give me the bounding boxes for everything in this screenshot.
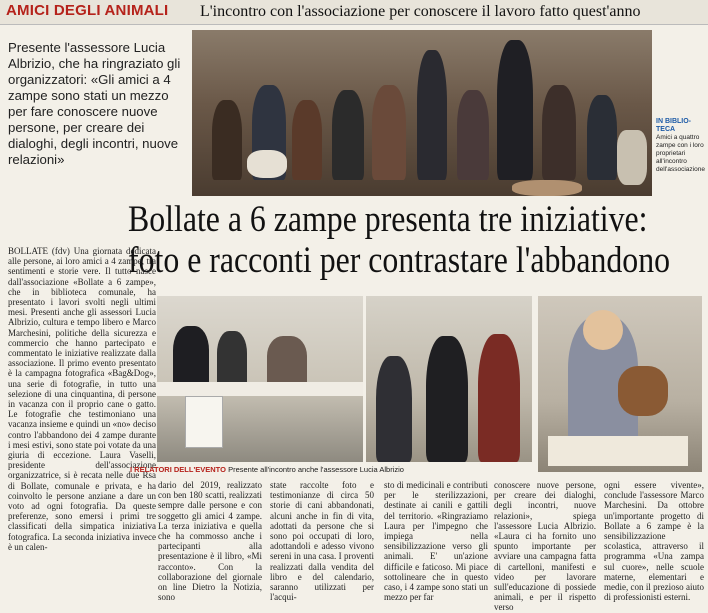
photo-caption-bar	[128, 463, 404, 477]
article-column-1: BOLLATE (fdv) Una giornata dedicata alle persone, ai loro amici a 4 zampe, tra sentimenti e storie vere. Il tutto nasce dall'associazione «Bollate a 6 zampe», che in biblioteca comunale, ha presentato i lavori svolti negli ultimi mesi. Presenti anche gli assessori Lucia Albrizio, cultura e tempo libero e Marco Marchesini, politiche della sicurezza e commercio che hanno partecipato e commentato le iniziative realizzate dalla associazione. Il primo evento presentato è la campagna fotografica «Bag&Dog», una serie di fotografie, in tutto una selezione di una cinquantina, di persone in vacanza con il proprio cane o gatto. Le fotografie che testimoniano una vacanza insieme e quindi un «no» deciso contro l'abbandono dei 4 zampe durante i mesi estivi, sono state poi votate da una giuria di eccezione. Laura Vaselli, presidente dell'associazione organizzatrice, si è recata nelle due Rsa di Bollate, comunale e privata, e ha coinvolto le persone anziane a dare un voto ad ogni fotografia. Da queste preferenze, sono emersi i primi tre classificati della simpatica iniziativa fotografica. La seconda iniziativa invece è un calen-	[8, 246, 156, 552]
group-photo	[192, 30, 652, 196]
article-column-5: conoscere nuove persone, per creare dei dialoghi, degli incontri, nuove relazioni», spiega l'assessore Lucia Albrizio. «Laura ci ha fornito uno spunto importante per avviare una campagna fatta di cartelloni, manifesti e video per lavorare sull'educazione di possiede animali, e per il rispetto verso	[494, 480, 596, 613]
section-tag: AMICI DEGLI ANIMALI	[6, 2, 169, 19]
article-column-6: ogni essere vivente», conclude l'assessore Marco Marchesini. Da ottobre un'importante progetto di Bollate a 6 zampe è la sensibilizzazione scolastica, attraverso il programma «Una zampa sul cuore», nelle scuole materne, elementari e medie, con il prezioso aiuto di professionisti esterni.	[604, 480, 704, 603]
headline-line2: foto e racconti per contrastare l'abbandono	[128, 240, 671, 281]
article-column-4: sto di medicinali e contributi per le sterilizzazioni, destinate ai canili e gattili del territorio. «Ringraziamo Laura per l'impegno che impiega nella sensibilizzazione verso gli animali. E' un'azione difficile e faticoso. Mi piace sottolineare che in questo caso, i 4 zampe sono stati un mezzo per far	[384, 480, 488, 603]
intro-quote: Presente l'assessore Lucia Albrizio, che ha ringraziato gli organizzatori: «Gli amici a 4 zampe sono stati un mezzo per fare conoscere nuove persone, per creare dei dialoghi, degli incontri, nuove relazioni»	[8, 40, 181, 167]
side-caption-title: IN BIBLIO-TECA	[656, 118, 691, 133]
standing-group-photo	[366, 296, 532, 462]
kicker-line: L'incontro con l'associazione per conoscere il lavoro fatto quest'anno	[200, 3, 641, 20]
side-caption-text: Amici a quattro zampe con i loro proprietari all'incontro dell'associazione	[656, 134, 705, 173]
headline-line1: Bollate a 6 zampe presenta tre iniziative:	[128, 199, 648, 240]
side-caption	[656, 118, 706, 174]
speakers-photo	[157, 296, 363, 462]
portrait-photo	[538, 296, 702, 472]
article-column-2: dario del 2019, realizzato con ben 180 scatti, realizzati sempre dalle persone e con soggetto gli amici 4 zampe. La terza iniziativa e quella che ha commosso anche i partecipanti alla presentazione è il libro, «Mi racconto». Con la collaborazione del giornale on line Dietro la Notizia, sono	[158, 480, 262, 603]
caption-tag: I RELATORI DELL'EVENTO	[130, 465, 226, 474]
caption-text: Presente all'incontro anche l'assessore Lucia Albrizio	[228, 465, 404, 474]
article-column-3: state raccolte foto e testimonianze di circa 50 storie di cani abbandonati, alcuni anche in fin di vita, adottati da persone che si sono poi occupati di loro, adottandoli e adesso vivono sereni in una casa. I proventi realizzati dalla vendita del libro e del calendario, saranno utilizzati per l'acqui-	[270, 480, 374, 603]
